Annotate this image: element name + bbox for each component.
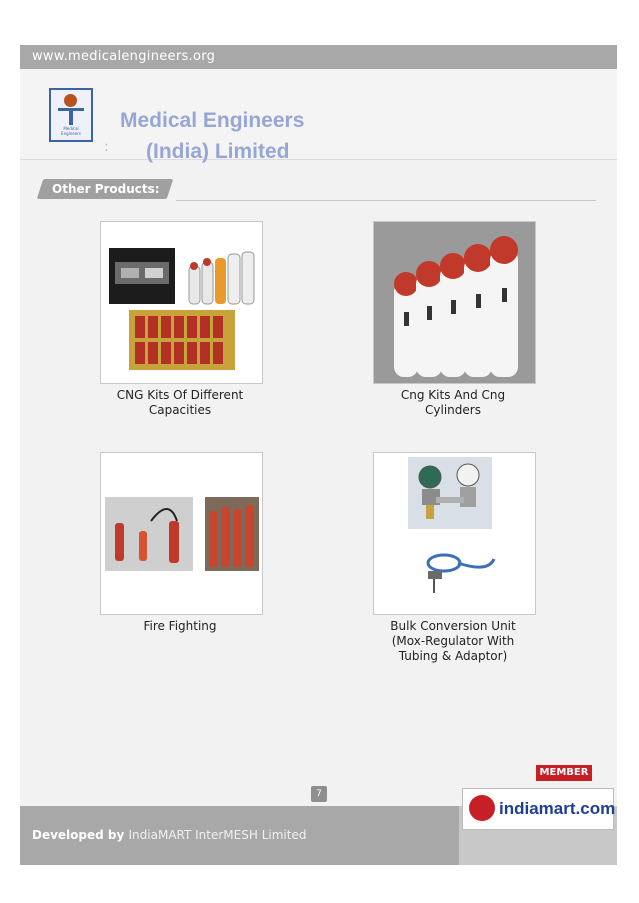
indiamart-logo-icon [469,795,495,821]
gas-cylinders-icon [374,222,535,383]
product-card[interactable] [100,221,263,384]
section-title: Other Products: [52,182,160,196]
decorative-dots: : [104,139,109,155]
product-caption[interactable]: CNG Kits Of Different Capacities [116,388,244,417]
member-label: MEMBER [536,765,592,781]
developer-name[interactable]: IndiaMART InterMESH Limited [128,828,307,842]
indiamart-brand: indiamart.com [499,799,616,818]
product-caption[interactable]: Cng Kits And Cng Cylinders [400,388,506,417]
product-card[interactable] [100,452,263,615]
section-divider [176,200,596,201]
developer-credit: Developed by IndiaMART InterMESH Limited [32,828,307,842]
product-caption[interactable]: Bulk Conversion Unit (Mox-Regulator With Tubing & Adaptor) [390,619,516,663]
company-logo-icon [49,88,93,142]
header [20,69,617,163]
logo-text: Medical Engineers [61,126,81,136]
product-card[interactable] [373,221,536,384]
fire-extinguisher-icon [101,453,262,614]
page [20,45,617,865]
top-bar [20,45,617,69]
page-number: 7 [311,786,327,802]
company-name-line1: Medical Engineers [120,109,305,132]
company-name-line2: (India) Limited [146,140,290,163]
regulator-icon [374,453,535,614]
website-url[interactable]: www.medicalengineers.org [32,49,216,64]
product-card[interactable] [373,452,536,615]
indiamart-logo[interactable] [462,788,614,830]
cng-kit-car-icon [101,222,262,383]
product-caption[interactable]: Fire Fighting [143,619,217,633]
